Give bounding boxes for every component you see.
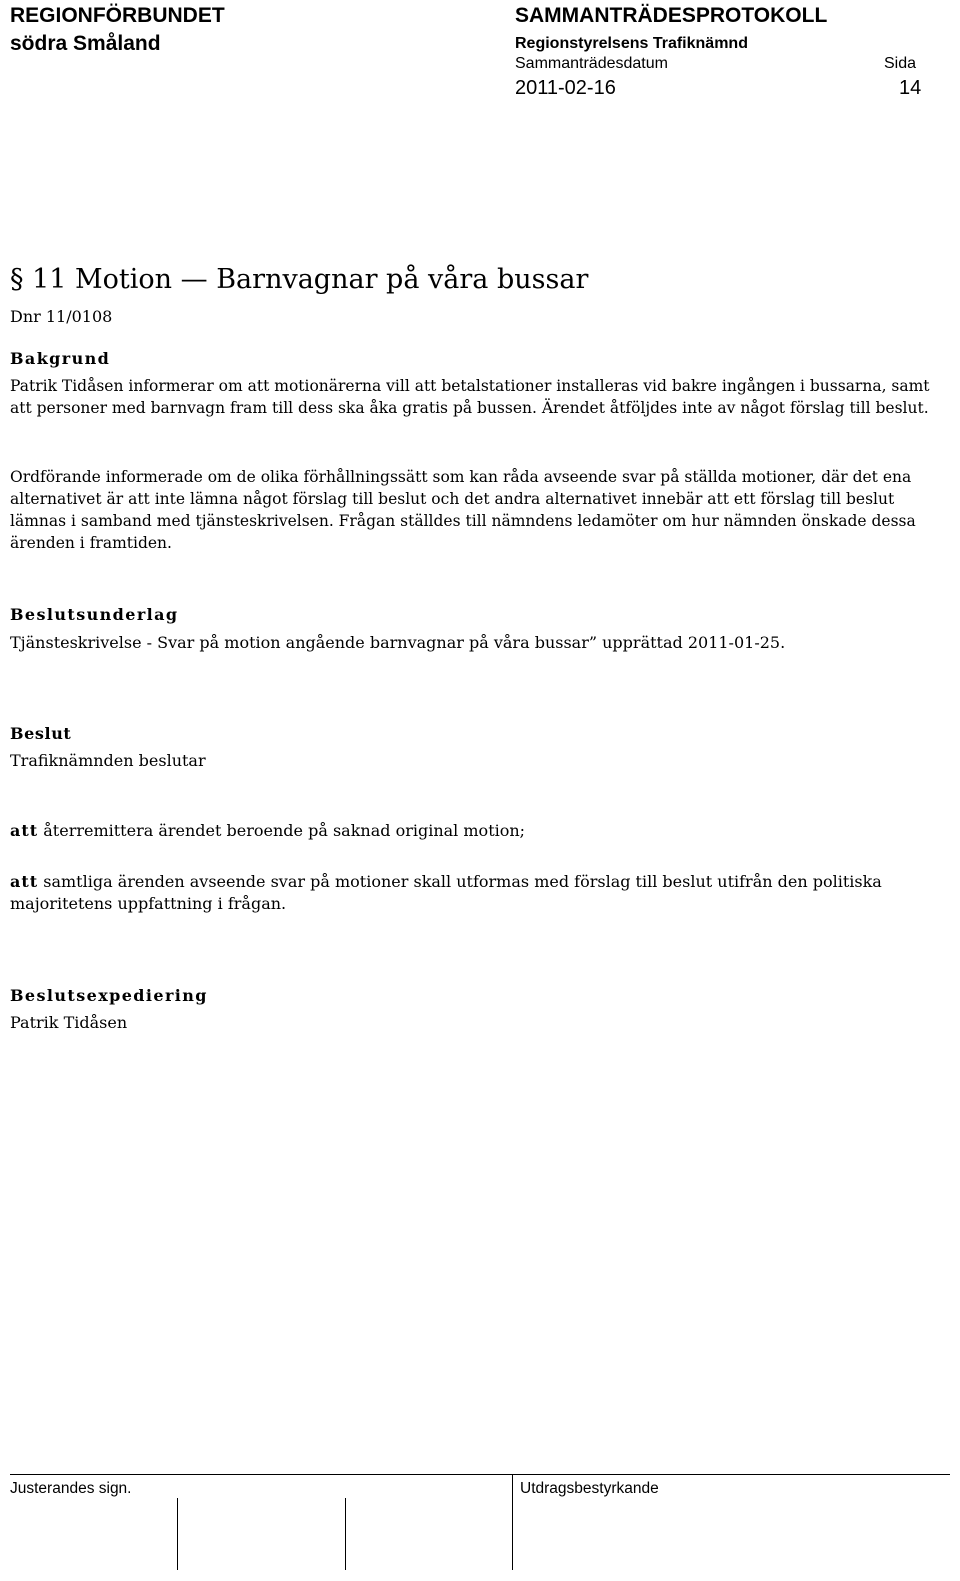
heading-beslutsexpediering: Beslutsexpediering — [10, 986, 208, 1005]
protocol-title: SAMMANTRÄDESPROTOKOLL — [515, 4, 828, 27]
heading-bakgrund: Bakgrund — [10, 349, 111, 368]
beslutsunderlag-text: Tjänsteskrivelse - Svar på motion angående barnvagnar på våra bussar” upprättad 2011-01-25. — [10, 633, 786, 652]
certification-label: Utdragsbestyrkande — [520, 1480, 659, 1497]
ordforande-text: Ordförande informerade om de olika förhållningssätt som kan råda avseende svar på ställda motioner, där det ena alternativet är att inte lämna något förslag till beslut och det andra alternativet innebär att ett förslag till beslut lämnas i samband med tjänsteskrivelsen. Frågan ställdes till nämndens ledamöter om hur nämnden önskade dessa ärenden i framtiden. — [10, 468, 916, 552]
signature-box-divider — [345, 1498, 346, 1570]
beslut-item-text: samtliga ärenden avseende svar på motioner skall utformas med förslag till beslut utifrån den politiska majoritetens uppfattning i frågan. — [10, 872, 882, 913]
heading-beslut: Beslut — [10, 724, 72, 743]
footer-divider — [512, 1474, 513, 1498]
signature-box-divider — [177, 1498, 178, 1570]
meeting-date: 2011-02-16 — [515, 77, 616, 99]
diary-number: Dnr 11/0108 — [10, 307, 113, 326]
beslutsexpediering-recipient: Patrik Tidåsen — [10, 1013, 128, 1032]
beslut-intro: Trafiknämnden beslutar — [10, 751, 206, 770]
signature-box-divider — [512, 1498, 513, 1570]
beslut-item — [10, 820, 955, 842]
organization-subname: södra Småland — [10, 32, 161, 55]
organization-name: REGIONFÖRBUNDET — [10, 4, 225, 27]
beslut-item — [10, 871, 940, 915]
footer-top-rule — [10, 1474, 950, 1475]
att-keyword: att — [10, 872, 39, 891]
section-title: § 11 Motion — Barnvagnar på våra bussar — [10, 264, 589, 295]
page-label: Sida — [884, 55, 917, 72]
signature-label: Justerandes sign. — [10, 1480, 132, 1497]
meeting-date-label: Sammanträdesdatum — [515, 55, 668, 72]
heading-beslutsunderlag: Beslutsunderlag — [10, 605, 179, 624]
beslut-item-text: återremittera ärendet beroende på saknad original motion; — [43, 821, 526, 840]
att-keyword: att — [10, 821, 39, 840]
bakgrund-text: Patrik Tidåsen informerar om att motionärerna vill att betalstationer installeras vid bakre ingången i bussarna, samt att personer med barnvagn fram till dess ska åka gratis på bussen. Ärendet åtföljdes inte av något förslag till beslut. — [10, 377, 930, 417]
page-number: 14 — [899, 77, 922, 99]
committee-name: Regionstyrelsens Trafiknämnd — [515, 35, 748, 52]
